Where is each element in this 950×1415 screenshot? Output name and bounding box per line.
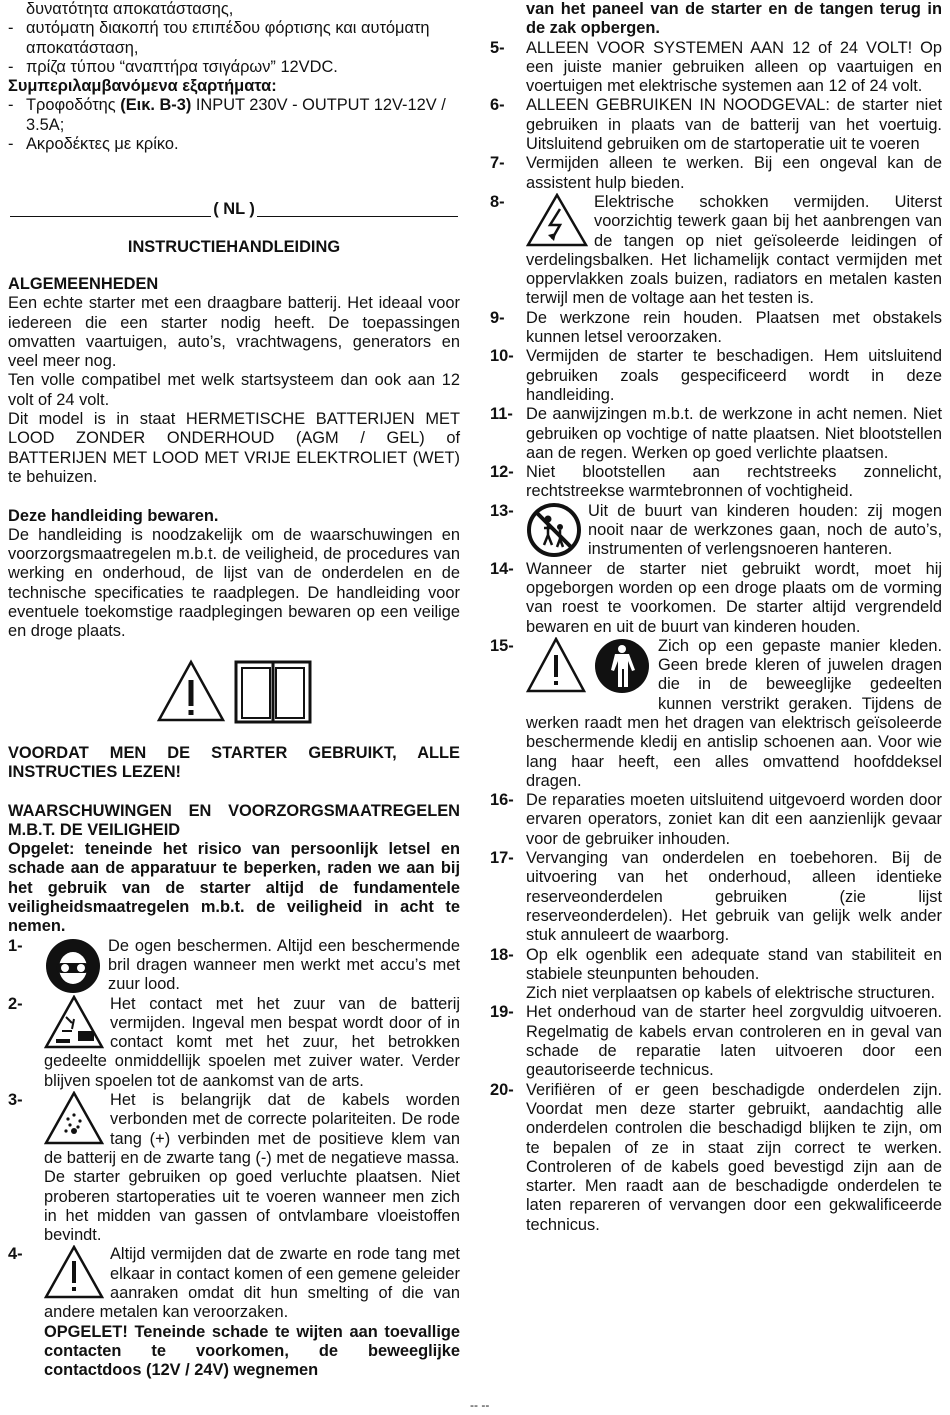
explosive-warning-icon: [44, 1091, 104, 1145]
continued-text: van het paneel van de starter en de tangen terug in de zak opbergen.: [526, 0, 942, 38]
left-column: [8, 0, 460, 1381]
language-divider: [8, 200, 460, 219]
greek-features-list: [8, 0, 460, 77]
warning-triangle-icon: [156, 658, 226, 724]
section-heading: Deze handleiding bewaren.: [8, 506, 219, 525]
protective-suit-icon: [595, 639, 649, 693]
list-item: δυνατότητα αποκατάστασης,: [26, 0, 234, 18]
list-item: 1- De ogen beschermen. Altijd een beschermende bril dragen wanneer men werkt met accu’s met zuur lood.: [8, 936, 460, 994]
paragraph: Ten volle compatibel met welk startsysteem dan ook aan 12 volt of 24 volt.: [8, 371, 460, 409]
manual-title: INSTRUCTIEHANDLEIDING: [127, 237, 341, 256]
list-item: 18- Op elk ogenblik een adequate stand van stabiliteit en stabiele steunpunten behouden. Zich niet verplaatsen op kabels of elektrische structuren.: [490, 945, 942, 1003]
language-code: ( NL ): [213, 200, 255, 219]
paragraph: Een echte starter met een draagbare batterij. Het ideaal voor iedereen die een starter nodig heeft. De toepassingen omvatten vaartuigen, auto’s, vrachtwagens, generators en veel meer nog.: [8, 294, 460, 371]
list-item: 19- Het onderhoud van de starter heel zorgvuldig uitvoeren. Regelmatig de kabels ervan controleren en in geval van schade de reparatie laten uitvoeren door een geautoriseerde technicus.: [490, 1003, 942, 1080]
list-item: 17- Vervanging van onderdelen en toebehoren. Bij de uitvoering van het onderhoud, alleen identieke reserveonderdelen gebruiken (zie lijst reserveonderdelen). Het gebruik van gelijk welk ander stuk annuleert de waarborg.: [490, 849, 942, 945]
list-item: 6- ALLEEN GEBRUIKEN IN NOODGEVAL: de starter niet gebruiken in plaats van de batterij van het voertuig. Uitsluitend gebruiken om de startoperatie uit te voeren: [490, 96, 942, 154]
list-item: 16- De reparaties moeten uitsluitend uitgevoerd worden door ervaren operators, zoniet kan dit een aanzienlijk gevaar voor de gebruiker inhouden.: [490, 791, 942, 848]
list-item: 10- Vermijden de starter te beschadigen. Hem uitsluitend gebruiken zoals gespecificeerd wordt in deze handleiding.: [490, 347, 942, 404]
list-item: 14- Wanneer de starter niet gebruikt wordt, moet hij opgeborgen worden op een droge plaats om de vorming van roest te voorkomen. De starter altijd vergrendeld bewaren en uit de buurt van kinderen houden.: [490, 559, 942, 636]
list-item: 12- Niet blootstellen aan rechtstreeks zonnelicht, rechtstreekse warmtebronnen of vochtigheid.: [490, 463, 942, 501]
warning-triangle-icon: [528, 639, 584, 691]
caution-intro: Opgelet: teneinde het risico van persoonlijk letsel en schade aan de apparatuur te beperken, raden we aan bij het gebruik van de starter altijd de fundamentele veiligheidsmaatregelen m.b.t. de veiligheid in acht te nemen.: [8, 840, 460, 936]
symbol-row: [8, 658, 460, 724]
electric-shock-icon: [526, 193, 588, 247]
greek-included-title: Συμπεριλαμβανόμενα εξαρτήματα:: [8, 77, 277, 96]
list-item: - Τροφοδότης (Εικ. B-3) INPUT 230V - OUTPUT 12V-12V / 3.5A;: [8, 96, 446, 134]
read-manual-icon: [234, 658, 312, 724]
list-item: 11- De aanwijzingen m.b.t. de werkzone in acht nemen. Niet gebruiken op vochtige of natte plaatsen. Niet blootstellen aan de regen. Werken op goed verlichte plaatsen.: [490, 405, 942, 462]
keep-children-away-icon: [526, 502, 582, 558]
list-item: 3- Het is belangrijk dat de kabels worden verbonden met de correcte polariteiten. De rode tang (+) verbinden met de positieve klem van de batterij en de zwarte tang (-) met de negatieve massa. De starter gebruiken op goed verluchte plaatsen. Niet proberen startoperaties uit te voeren wanneer men zich in het midden van gassen of ontvlambare vloeistoffen bevindt.: [8, 1091, 460, 1245]
list-item: 2- Het contact met het zuur van de batterij vermijden. Ingeval men bespat wordt door of in contact komt met het zuur, het betrokken gedeelte onmiddellijk spoelen met zuiver water. Verder blijven spoelen tot de aankomst van de arts.: [8, 994, 460, 1090]
protective-clothing-icons: [526, 637, 652, 695]
right-column: [490, 0, 942, 1235]
list-item: - αυτόματη διακοπή του επιπέδου φόρτισης και αυτόματη αποκατάσταση,: [8, 19, 430, 57]
list-item: 4- Altijd vermijden dat de zwarte en rode tang met elkaar in contact komen of een gemene geleider aanraken omdat dit hun smelting of die van andere metalen kan veroorzaken. OPGELET! Teneinde schade te wijten aan toevallige contacten te voorkomen, de beweeglijke contactdoos (12V / 24V) wegnemen: [8, 1245, 460, 1380]
list-item: 5- ALLEEN VOOR SYSTEMEN AAN 12 of 24 VOLT! Op een juiste manier gebruiken alleen op vaartuigen en voertuigen met elektrische systemen aan 12 of 24 volt.: [490, 38, 942, 96]
list-item: 7- Vermijden alleen te werken. Bij een ongeval kan de assistent hulp bieden.: [490, 154, 942, 192]
warning-icon: [44, 1245, 104, 1299]
list-item: 20- Verifiëren of er geen beschadigde onderdelen zijn. Voordat men deze starter gebruikt, aandachtig alle onderdelen controlen die beschadigd blijken te zijn, om te bepalen of ze in staat zijn correct te werken. Controleren of de kabels goed bevestigd zijn aan de starter. Men raadt aan de beschadigde onderdelen te laten repareren of vervangen door een gekwalificeerde technicus.: [490, 1080, 942, 1234]
paragraph: Dit model is in staat HERMETISCHE BATTERIJEN MET LOOD ZONDER ONDERHOUD (AGM / GEL) of BATTERIJEN MET LOOD MET VRIJE ELEKTROLIET (WET) te behuizen.: [8, 410, 460, 486]
read-all-warning: VOORDAT MEN DE STARTER GEBRUIKT, ALLE INSTRUCTIES LEZEN!: [8, 743, 460, 781]
page-number: -- --: [470, 1398, 490, 1412]
paragraph: De handleiding is noodzakelijk om de waarschuwingen en voorzorgsmaatregelen m.b.t. de veiligheid, de procedures van werking en onderhoud, de lijst van de onderdelen en de technische specificaties te raadplegen. De handleiding voor eventuele toekomstige raadplegingen bewaren op een veilige en droge plaats.: [8, 525, 460, 641]
list-item: 8- Elektrische schokken vermijden. Uiterst voorzichtig tewerk gaan bij het aanbrengen van de tangen op niet geïsoleerde leidingen of verdelingsbalken. Het lichamelijk contact vermijden met oppervlakken zoals buizen, radiators en metalen kasten terwijl men de voltage aan het testen is.: [490, 192, 942, 308]
section-heading: ALGEMEENHEDEN: [8, 274, 159, 293]
section-heading: WAARSCHUWINGEN EN VOORZORGSMAATREGELEN M.B.T. DE VEILIGHEID: [8, 801, 460, 839]
list-item: - Ακροδέκτες με κρίκο.: [8, 135, 179, 154]
list-item: 9- De werkzone rein houden. Plaatsen met obstakels kunnen letsel veroorzaken.: [490, 308, 942, 347]
list-item: 13- Uit de buurt van kinderen houden: zij mogen nooit naar de werkzones gaan, noch de auto’s, instrumenten of verlengsnoeren hanteren.: [490, 501, 942, 559]
goggles-icon: [44, 937, 102, 995]
corrosive-icon: [44, 995, 104, 1049]
list-item: - πρίζα τύπου “αναπτήρα τσιγάρων” 12VDC.: [8, 57, 338, 76]
list-item: 15- Zich op een gepaste manier kleden. Geen brede kleren of juwelen dragen die in de beweeglijke gedeelten kunnen verstrikt geraken. Tijdens de werken raadt men het dragen van elektrisch geïsoleerde beschermende kledij en antislip schoenen aan. Voor wie lang haar heeft, een alles omvattend hoofddeksel dragen.: [490, 636, 942, 790]
